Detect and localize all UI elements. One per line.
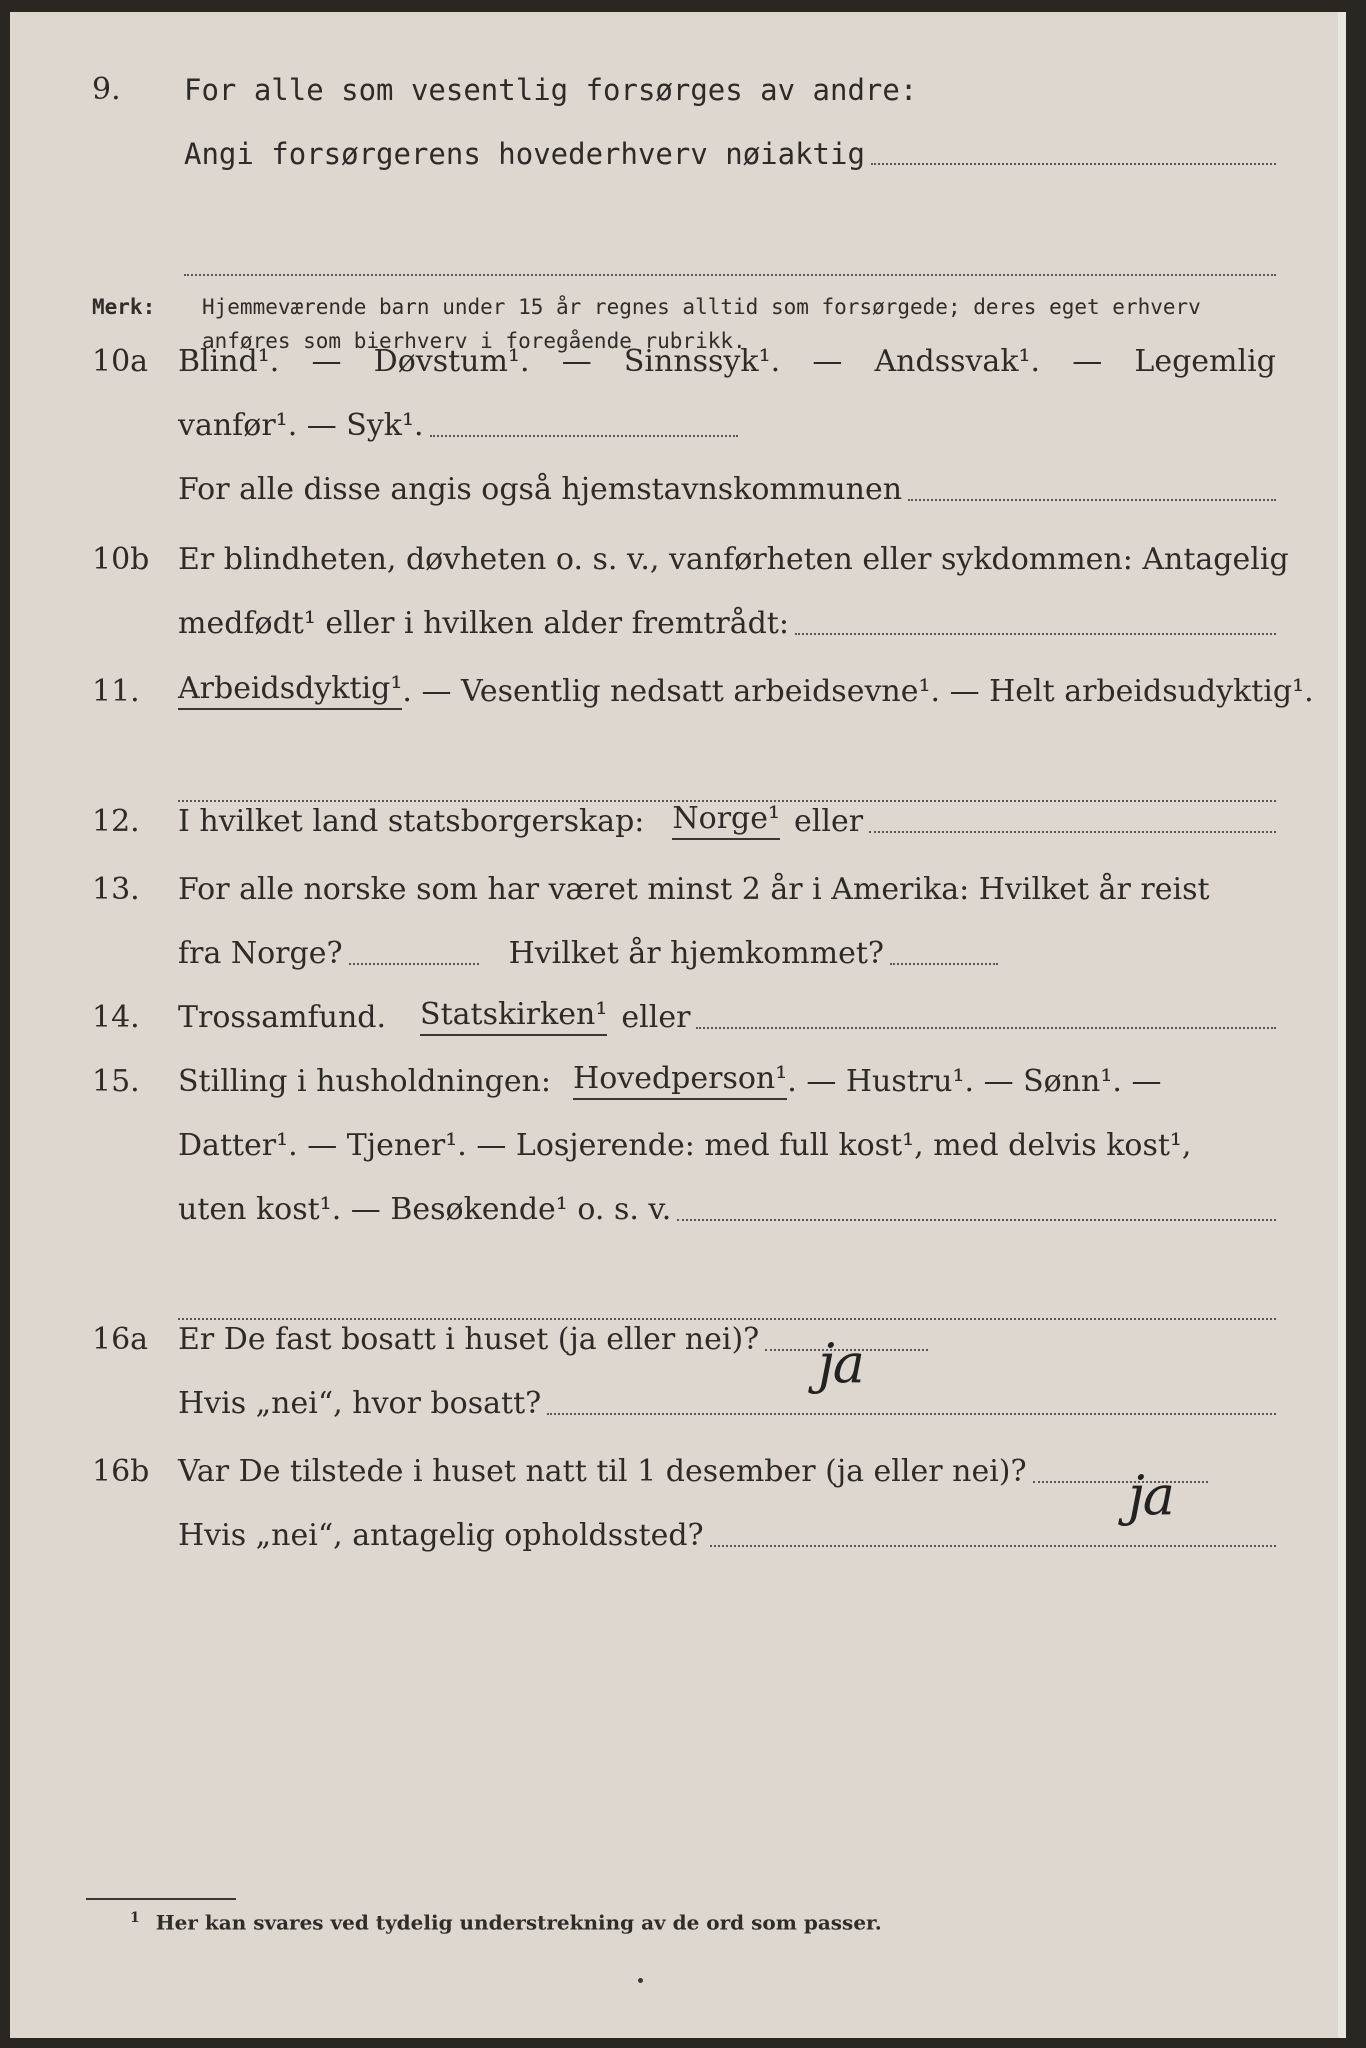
q9-text: For alle som vesentlig forsørges av andre:: [184, 73, 918, 107]
q15-options-3: uten kost¹. — Besøkende¹ o. s. v.: [178, 1192, 672, 1227]
q15-answer-line[interactable]: [178, 1318, 1276, 1320]
q16a-bosatt-field[interactable]: [547, 1413, 1276, 1415]
q10a-number: 10a: [92, 344, 149, 379]
q10a-option-andssvak: Andssvak¹.: [874, 344, 1041, 379]
q12-answer-norge[interactable]: Norge¹: [672, 801, 780, 840]
q12-number: 12.: [92, 804, 140, 839]
q13-reist-label: fra Norge?: [178, 936, 343, 971]
q13-number: 13.: [92, 872, 140, 907]
q16a-subtext: Hvis „nei“, hvor bosatt?: [178, 1386, 542, 1421]
q10a-option-legemlig: Legemlig: [1134, 344, 1276, 379]
q13-hjemkommet-label: Hvilket år hjemkommet?: [508, 936, 885, 971]
q16b-answer-field[interactable]: [1033, 1481, 1208, 1483]
q16b-subtext: Hvis „nei“, antagelig opholdssted?: [178, 1518, 704, 1553]
q10a-option-dovstum: Døvstum¹.: [373, 344, 530, 379]
footnote-rule: [86, 1898, 236, 1900]
q10b-answer-field[interactable]: [795, 633, 1276, 635]
page-dot-mark: [638, 1978, 643, 1983]
q11-option-arbeidsdyktig[interactable]: Arbeidsdyktig¹: [178, 671, 402, 710]
q14-answer-statskirken[interactable]: Statskirken¹: [420, 997, 607, 1036]
q9-answer-line2[interactable]: [184, 274, 1276, 276]
q12-text: I hvilket land statsborgerskap:: [178, 804, 645, 839]
q15-options-2: Datter¹. — Tjener¹. — Losjerende: med full kost¹, med delvis kost¹,: [178, 1128, 1192, 1163]
q9-subtext: Angi forsørgerens hovederhverv nøiaktig: [184, 137, 865, 171]
q10a-syk-field[interactable]: [430, 435, 738, 437]
q15-options-1: . — Hustru¹. — Sønn¹. —: [787, 1064, 1162, 1099]
q10a-hjemstavn-text: For alle disse angis også hjemstavnskommunen: [178, 472, 903, 507]
q14-other-field[interactable]: [696, 1027, 1276, 1029]
q13-reist-field[interactable]: [349, 963, 479, 965]
q9-answer-field[interactable]: [871, 163, 1276, 165]
q14-number: 14.: [92, 1000, 140, 1035]
q10a-option-blind: Blind¹.: [178, 344, 280, 379]
q10a-option-sinnssyk: Sinnssyk¹.: [623, 344, 781, 379]
q13-hjemkommet-field[interactable]: [890, 963, 998, 965]
q16a-text: Er De fast bosatt i huset (ja eller nei)?: [178, 1322, 760, 1357]
q10a-dash: —: [561, 344, 592, 379]
q10a-dash: —: [812, 344, 843, 379]
q15-text: Stilling i husholdningen:: [178, 1064, 552, 1099]
q14-eller: eller: [621, 1000, 691, 1035]
q16b-text: Var De tilstede i huset natt til 1 desember (ja eller nei)?: [178, 1454, 1027, 1489]
q11-number: 11.: [92, 674, 140, 709]
q16b-number: 16b: [92, 1454, 150, 1489]
q10a-hjemstavn-field[interactable]: [908, 499, 1276, 501]
q10a-options: [178, 344, 1276, 380]
q16a-number: 16a: [92, 1322, 149, 1357]
q10a-dash: —: [1072, 344, 1103, 379]
q15-number: 15.: [92, 1064, 140, 1099]
footnote-text: Her kan svares ved tydelig understrekning av de ord som passer.: [155, 1910, 882, 1935]
q15-answer-hovedperson[interactable]: Hovedperson¹: [573, 1061, 787, 1100]
q9-number: 9.: [92, 72, 121, 107]
merk-text: Hjemmeværende barn under 15 år regnes alltid som forsørgede; deres eget erhverv anføres som bierhverv i foregående rubrikk.: [202, 295, 1201, 353]
q13-text: For alle norske som har været minst 2 år i Amerika: Hvilket år reist: [178, 872, 1210, 907]
q10b-subtext: medfødt¹ eller i hvilken alder fremtrådt:: [178, 606, 789, 641]
q12-eller: eller: [794, 804, 864, 839]
q10a-dash: —: [311, 344, 342, 379]
q14-text: Trossamfund.: [178, 1000, 387, 1035]
q16b-handwritten-answer: ja: [1128, 1464, 1173, 1527]
q16b-opholdssted-field[interactable]: [710, 1545, 1276, 1547]
footnote: [130, 1910, 882, 1935]
q10b-number: 10b: [92, 542, 150, 577]
census-form-page: [10, 12, 1346, 2038]
q10a-vanfor-syk: vanfør¹. — Syk¹.: [178, 408, 424, 443]
q15-other-field[interactable]: [677, 1219, 1276, 1221]
q11-other-options: . — Vesentlig nedsatt arbeidsevne¹. — Helt arbeidsudyktig¹.: [402, 674, 1314, 709]
q12-other-field[interactable]: [869, 831, 1276, 833]
merk-label: Merk:: [92, 295, 156, 319]
q10b-text: Er blindheten, døvheten o. s. v., vanførheten eller sykdommen: Antagelig: [178, 542, 1289, 577]
q16a-handwritten-answer: ja: [818, 1332, 863, 1395]
footnote-mark: 1: [130, 1910, 140, 1926]
